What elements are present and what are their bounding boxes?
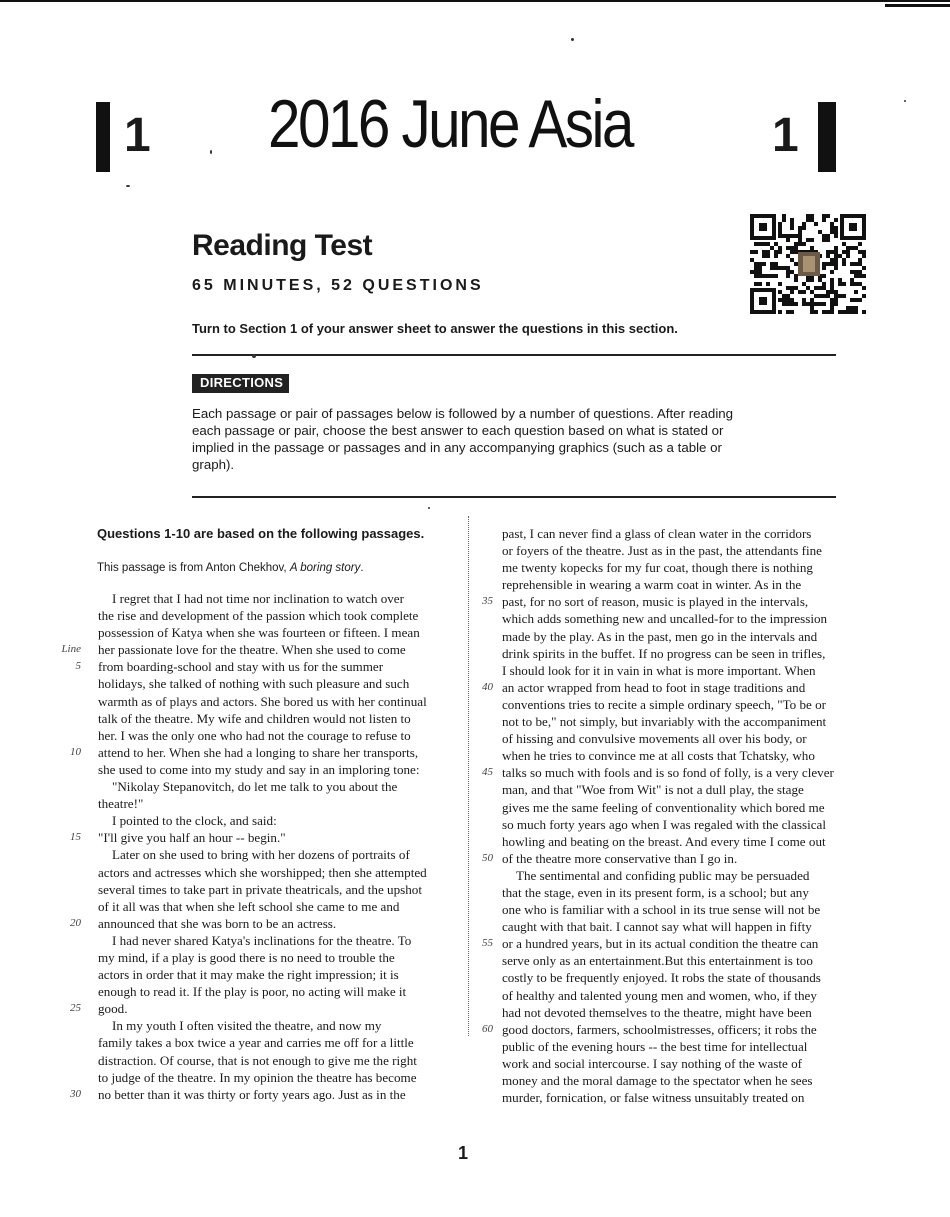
passage-line-text: I pointed to the clock, and said: (112, 813, 277, 829)
passage-line-text: several times to take part in private theatricals, and the upshot (98, 881, 422, 897)
passage-line-text: announced that she was born to be an actress. (98, 915, 337, 931)
passage-line (482, 781, 882, 798)
passage-line-text: work and social intercourse. I say nothing of the waste of (502, 1055, 802, 1071)
passage-line (75, 658, 467, 675)
passage-line-text: I should look for it in vain in what is more important. When (502, 662, 816, 678)
passage-line-text: "I'll give you half an hour -- begin." (98, 830, 286, 846)
passage-line (482, 1089, 882, 1106)
passage-line (482, 713, 882, 730)
passage-line (482, 525, 882, 542)
line-number: 15 (70, 831, 81, 844)
passage-line-text: actors and actresses which she worshipped; then she attempted (98, 864, 427, 880)
passage-line-text: not to be," not simply, but invariably with the accompaniment (502, 714, 827, 730)
passage-line (70, 915, 467, 932)
passage-line-text: of hissing and convulsive movements all over his body, or (502, 731, 807, 747)
line-number: 60 (482, 1022, 493, 1035)
passage-line (97, 1034, 467, 1051)
passage-line (482, 542, 882, 559)
passage-line (97, 812, 467, 829)
passage-line-text: which adds something new and uncalled-for to the impression (502, 611, 828, 627)
scan-speck (126, 185, 130, 187)
passage-line (482, 884, 882, 901)
passage-line (61, 641, 467, 658)
passage-line-text: her passionate love for the theatre. When she used to come (98, 642, 406, 658)
passage-line-text: had not devoted themselves to the theatre, might have been (502, 1004, 812, 1020)
passage-line-text: talks so much with fools and is so fond of folly, is a very clever (502, 765, 834, 781)
passage-line (97, 675, 467, 692)
passage-line-text: Later on she used to bring with her dozens of portraits of (112, 847, 410, 863)
scan-speck (210, 150, 212, 154)
questions-heading: Questions 1-10 are based on the following passages. (97, 526, 425, 541)
passage-line (482, 969, 882, 986)
passage-line-text: to judge of the theatre. In my opinion the theatre has become (98, 1069, 417, 1085)
passage-line-text: or foyers of the theatre. Just as in the past, the attendants fine (502, 543, 822, 559)
passage-line (70, 829, 467, 846)
passage-line (97, 1017, 467, 1034)
passage-line (482, 747, 882, 764)
passage-line (482, 1072, 882, 1089)
passage-lines-left (61, 590, 467, 1103)
bottom-divider (192, 496, 836, 498)
passage-line (482, 850, 882, 867)
passage-line-text: In my youth I often visited the theatre, and now my (112, 1018, 382, 1034)
passage-line-text: or a hundred years, but in its actual condition the theatre can (502, 936, 819, 952)
passage-line-text: distraction. Of course, that is not enough to give me the right (98, 1052, 417, 1068)
passage-line-text: attend to her. When she had a longing to share her transports, (98, 744, 419, 760)
line-number: 25 (70, 1002, 81, 1015)
passage-line-text: I regret that I had not time nor inclination to watch over (112, 591, 404, 606)
passage-line-text: when he tries to convince me at all costs that Tchatsky, who (502, 748, 815, 764)
intro-prefix: This passage is from Anton Chekhov, (97, 562, 290, 574)
passage-line (97, 1069, 467, 1086)
passage-line-text: The sentimental and confiding public may be persuaded (516, 867, 810, 883)
passage-line (97, 624, 467, 641)
passage-line (482, 645, 882, 662)
page-number: 1 (458, 1143, 469, 1163)
passage-line-text: she used to come into my study and say in an imploring tone: (98, 761, 420, 777)
page-title: Reading Test (192, 229, 373, 262)
passage-line-text: serve only as an entertainment.But this entertainment is too (502, 953, 813, 969)
passage-line (97, 898, 467, 915)
passage-line (97, 846, 467, 863)
line-number: 30 (70, 1087, 81, 1100)
top-divider (192, 354, 836, 356)
passage-line-text: the rise and development of the passion which took complete (98, 608, 419, 624)
passage-line (482, 610, 882, 627)
passage-line-text: man, and that "Woe from Wit" is not a dull play, the stage (502, 782, 804, 798)
passage-line-text: holidays, she talked of nothing with such pleasure and such (98, 676, 410, 692)
passage-line-text: theatre!" (98, 796, 144, 812)
passage-line (97, 693, 467, 710)
passage-line-text: reprehensible in wearing a warm coat in winter. As in the (502, 577, 802, 593)
directions-text: Each passage or pair of passages below is followed by a number of questions. After reading each passage or pair, choose the best answer to each question based on what is stated or implied in the passage or passages and in any accompanying graphics (such as a table or graph). (192, 406, 734, 472)
passage-line-text: money and the moral damage to the spectator when he sees (502, 1073, 813, 1088)
passage-line (482, 679, 882, 696)
passage-line-text: enough to read it. If the play is poor, no acting will make it (98, 984, 407, 1000)
column-divider (468, 516, 469, 1036)
passage-line (482, 1004, 882, 1021)
passage-line-text: that the stage, even in its present form, is a school; but any (502, 884, 809, 900)
passage-line (97, 778, 467, 795)
line-number: 10 (70, 745, 81, 758)
passage-line-text: past, I can never find a glass of clean water in the corridors (502, 526, 812, 541)
passage-line (70, 744, 467, 761)
passage-line-text: me twenty kopecks for my fur coat, though there is nothing (502, 560, 813, 576)
passage-line-text: conventions tries to recite a simple ordinary speech, "To be or (502, 696, 827, 712)
qr-code-icon (750, 214, 866, 314)
passage-line-text: caught with that bait. I cannot say what will happen in fifty (502, 919, 812, 935)
passage-line (70, 1086, 467, 1103)
scan-top-edge (0, 0, 950, 2)
passage-line (482, 833, 882, 850)
passage-line (482, 935, 882, 952)
line-number: 5 (75, 660, 81, 673)
passage-line (482, 764, 882, 781)
passage-intro (97, 560, 467, 576)
passage-line (97, 949, 467, 966)
passage-line-text: gives me the same feeling of conventionality which bored me (502, 799, 825, 815)
passage-line-text: howling and beating on the breast. And every time I come out (502, 833, 826, 849)
scan-speck (428, 507, 430, 509)
scan-corner-mark (885, 4, 950, 7)
line-number: 55 (482, 937, 493, 950)
passage-line (97, 1052, 467, 1069)
passage-line (482, 628, 882, 645)
section-number-right: 1 (772, 109, 799, 162)
section-bar-right (818, 102, 836, 172)
intro-suffix: . (360, 562, 364, 574)
passage-lines-right (482, 525, 882, 1106)
passage-line (97, 761, 467, 778)
passage-line (97, 881, 467, 898)
passage-line-text: I had never shared Katya's inclinations for the theatre. To (112, 932, 412, 948)
passage-line-text: from boarding-school and stay with us for the summer (98, 659, 384, 675)
passage-line (482, 867, 882, 884)
scan-speck (904, 100, 906, 102)
passage-line (482, 1038, 882, 1055)
passage-line-text: her. I was the only one who had not the courage to refuse to (98, 727, 411, 743)
passage-line (482, 816, 882, 833)
passage-line-text: "Nikolay Stepanovitch, do let me talk to you about the (112, 779, 398, 795)
passage-line-text: good. (98, 1001, 128, 1017)
passage-line (482, 559, 882, 576)
passage-line-text: murder, fornication, or false witness unsuitably treated on (502, 1090, 805, 1106)
passage-line-text: my mind, if a play is good there is no need to trouble the (98, 949, 395, 965)
passage-line (97, 590, 467, 607)
directions-label: DIRECTIONS (192, 374, 289, 393)
passage-line (97, 607, 467, 624)
passage-line-text: of healthy and talented young men and women, who, if they (502, 987, 817, 1003)
passage-line (482, 918, 882, 935)
passage-line (482, 799, 882, 816)
passage-line (97, 795, 467, 812)
passage-line (97, 932, 467, 949)
passage-line-text: so much forty years ago when I was regaled with the classical (502, 816, 826, 832)
passage-line-text: an actor wrapped from head to foot in stage traditions and (502, 679, 806, 695)
line-number: 50 (482, 851, 493, 864)
passage-line-text: family takes a box twice a year and carries me off for a little (98, 1035, 414, 1051)
passage-line (97, 710, 467, 727)
passage-left-column (61, 524, 467, 1103)
passage-line-text: talk of the theatre. My wife and children would not listen to (98, 710, 411, 726)
passage-line (482, 696, 882, 713)
test-subtitle: 65 MINUTES, 52 QUESTIONS (192, 277, 484, 294)
line-number: 45 (482, 766, 493, 779)
passage-line-text: made by the play. As in the past, men go in the intervals and (502, 628, 818, 644)
passage-line (482, 662, 882, 679)
passage-line-text: warmth as of plays and actors. She bored us with her continual (98, 693, 427, 709)
passage-line-text: possession of Katya when she was fourteen or fifteen. I mean (98, 625, 420, 641)
passage-line (97, 966, 467, 983)
passage-line (70, 1000, 467, 1017)
passage-right-column (482, 525, 882, 1106)
passage-line-text: public of the evening hours -- the best time for intellectual (502, 1038, 808, 1054)
passage-line-text: drink spirits in the buffet. If no progress can be seen in trifles, (502, 645, 826, 661)
passage-line-text: good doctors, farmers, schoolmistresses, officers; it robs the (502, 1021, 817, 1037)
section-number-left: 1 (124, 109, 151, 162)
passage-line-text: of the theatre more conservative than I go in. (502, 850, 738, 866)
passage-line (97, 983, 467, 1000)
passage-line-text: past, for no sort of reason, music is played in the intervals, (502, 594, 809, 610)
passage-line (482, 987, 882, 1004)
test-label-overlay: 2016 June Asia (268, 86, 632, 162)
passage-line (482, 1055, 882, 1072)
passage-line-text: no better than it was thirty or forty years ago. Just as in the (98, 1086, 406, 1102)
passage-line-text: one who is familiar with a school in its true sense will not be (502, 902, 821, 918)
section-bar-left (96, 102, 110, 172)
passage-line (482, 952, 882, 969)
instruction-text: Turn to Section 1 of your answer sheet to answer the questions in this section. (192, 321, 678, 336)
line-number: 20 (70, 916, 81, 929)
intro-title: A boring story (289, 562, 361, 574)
line-number: 40 (482, 680, 493, 693)
passage-line (482, 901, 882, 918)
passage-line (97, 864, 467, 881)
passage-line-text: of it all was that when she left school she came to me and (98, 898, 400, 914)
line-number: Line (61, 643, 81, 656)
passage-line-text: costly to be frequently enjoyed. It robs the state of thousands (502, 970, 821, 986)
passage-line (482, 1021, 882, 1038)
passage-line (482, 730, 882, 747)
passage-line-text: actors in order that it may make the right impression; it is (98, 967, 399, 983)
passage-line (482, 593, 882, 610)
scan-speck (571, 38, 574, 41)
line-number: 35 (482, 595, 493, 608)
passage-line (482, 576, 882, 593)
scan-speck (252, 354, 256, 358)
passage-line (97, 727, 467, 744)
